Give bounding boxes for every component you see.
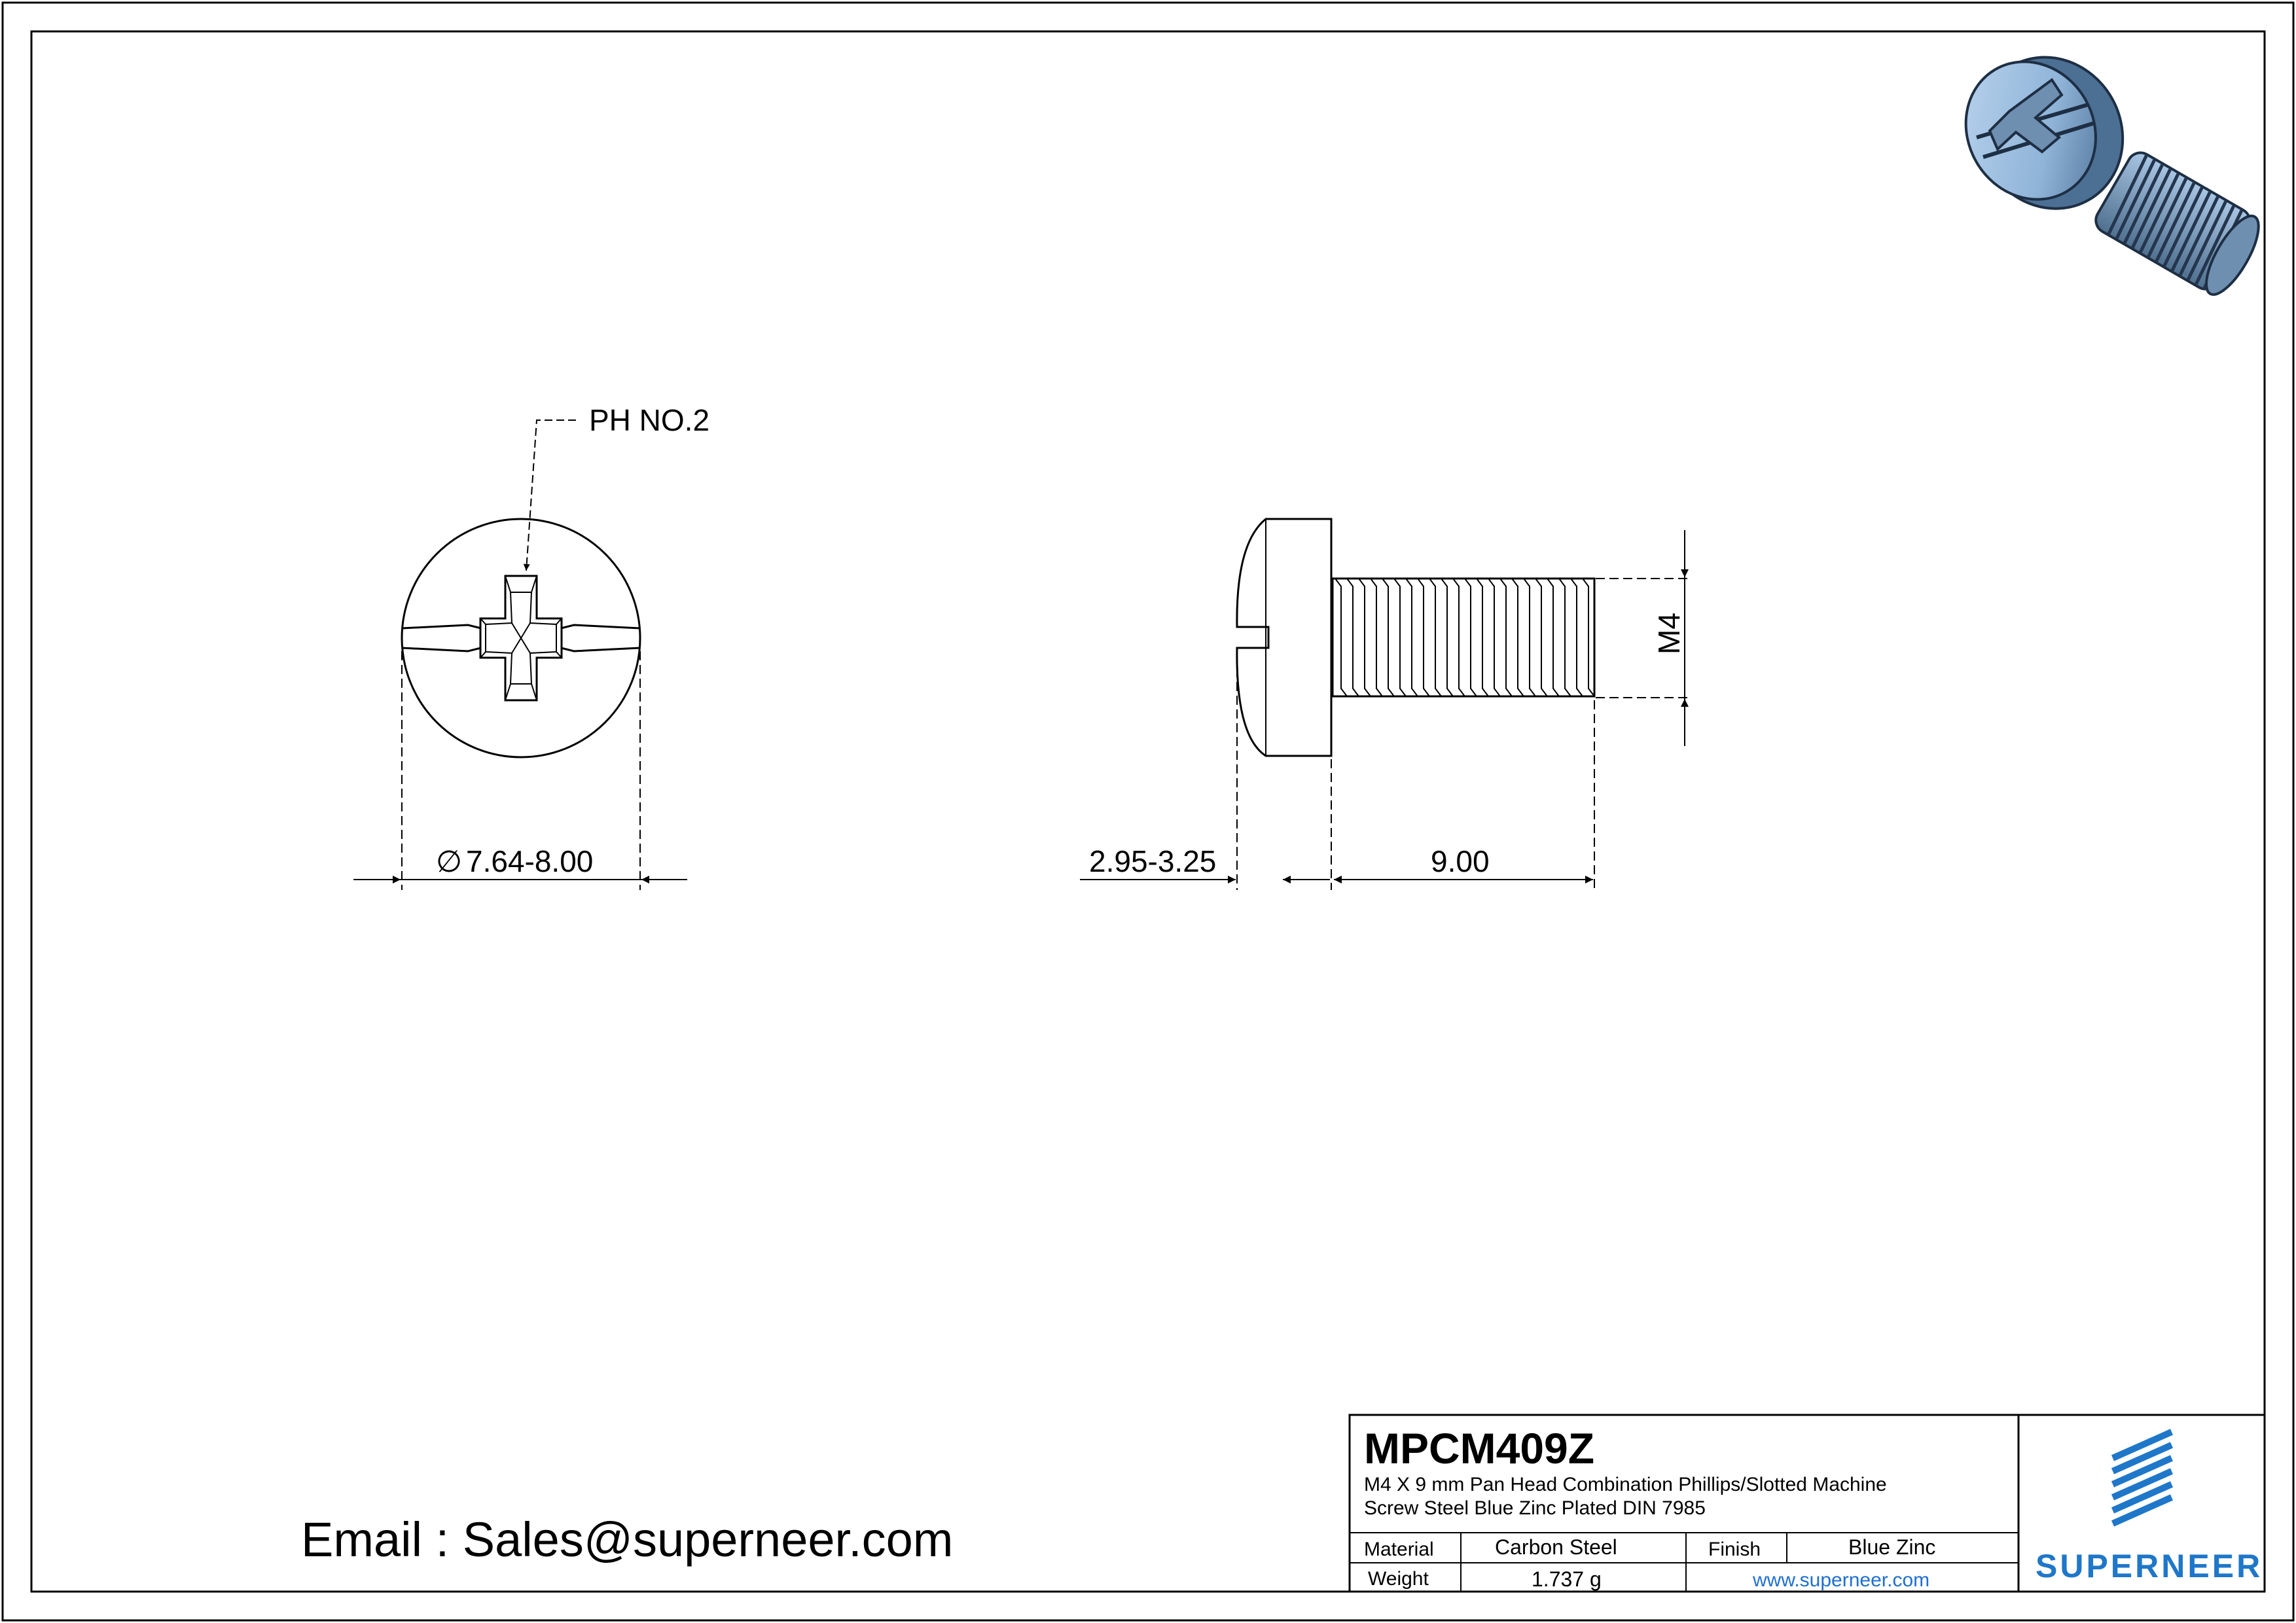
brand-name: SUPERNEER (2036, 1548, 2263, 1584)
ph-callout-label: PH NO.2 (589, 403, 710, 437)
thread-size: M4 (1652, 613, 1686, 654)
thread-crest (1477, 579, 1488, 696)
ph-callout (526, 403, 709, 571)
contact-email: Email : Sales@superneer.com (301, 1512, 954, 1567)
front-view (402, 519, 640, 757)
head-height-value: 2.95-3.25 (1089, 844, 1217, 878)
thread-crest (1429, 579, 1441, 696)
description-line-2: Screw Steel Blue Zinc Plated DIN 7985 (1364, 1497, 1706, 1519)
website-link[interactable]: www.superneer.com (1753, 1569, 1930, 1591)
thread-crest (1488, 579, 1500, 696)
side-view (1237, 519, 1594, 756)
material-label: Material (1364, 1539, 1434, 1560)
thread-crest (1512, 579, 1524, 696)
description-line-1: M4 X 9 mm Pan Head Combination Phillips/Slotted Machine (1364, 1474, 1887, 1495)
length-value: 9.00 (1431, 844, 1490, 878)
finish-label: Finish (1708, 1539, 1761, 1560)
thread-crest (1406, 579, 1418, 696)
thread-crest (1524, 579, 1535, 696)
thread-crest (1418, 579, 1429, 696)
weight-value: 1.737 g (1532, 1567, 1602, 1591)
shank (1333, 579, 1594, 696)
diameter-dimension (353, 651, 687, 890)
finish-value: Blue Zinc (1848, 1535, 1936, 1559)
thread-crest (1559, 579, 1571, 696)
thread-lines (1335, 579, 1594, 696)
thread-crest (1382, 579, 1394, 696)
inner-border (31, 31, 2265, 1592)
superneer-logo-icon (2113, 1432, 2172, 1524)
thread-crest (1359, 579, 1371, 696)
diameter-value: 7.64-8.00 (466, 844, 594, 878)
thread-crest (1453, 579, 1465, 696)
thread-crest (1547, 579, 1559, 696)
thread-crest (1347, 579, 1359, 696)
phillips-recess-inner (486, 592, 556, 684)
thread-crest (1441, 579, 1453, 696)
outer-border (3, 3, 2293, 1620)
material-value: Carbon Steel (1495, 1535, 1617, 1559)
thread-crest (1465, 579, 1477, 696)
thread-dimension (1596, 530, 1689, 746)
title-block (1350, 1415, 2265, 1592)
thread-crest (1535, 579, 1547, 696)
length-dimensions (1080, 654, 1594, 890)
screw-3d-render (1941, 31, 2269, 302)
thread-crest (1371, 579, 1382, 696)
part-number: MPCM409Z (1364, 1424, 1595, 1472)
thread-crest (1394, 579, 1406, 696)
head-profile (1237, 519, 1331, 756)
thread-crest (1571, 579, 1583, 696)
diameter-symbol: ∅ (436, 844, 463, 878)
thread-crest (1583, 579, 1594, 696)
thread-crest (1335, 579, 1347, 696)
weight-label: Weight (1368, 1568, 1429, 1590)
thread-crest (1500, 579, 1512, 696)
